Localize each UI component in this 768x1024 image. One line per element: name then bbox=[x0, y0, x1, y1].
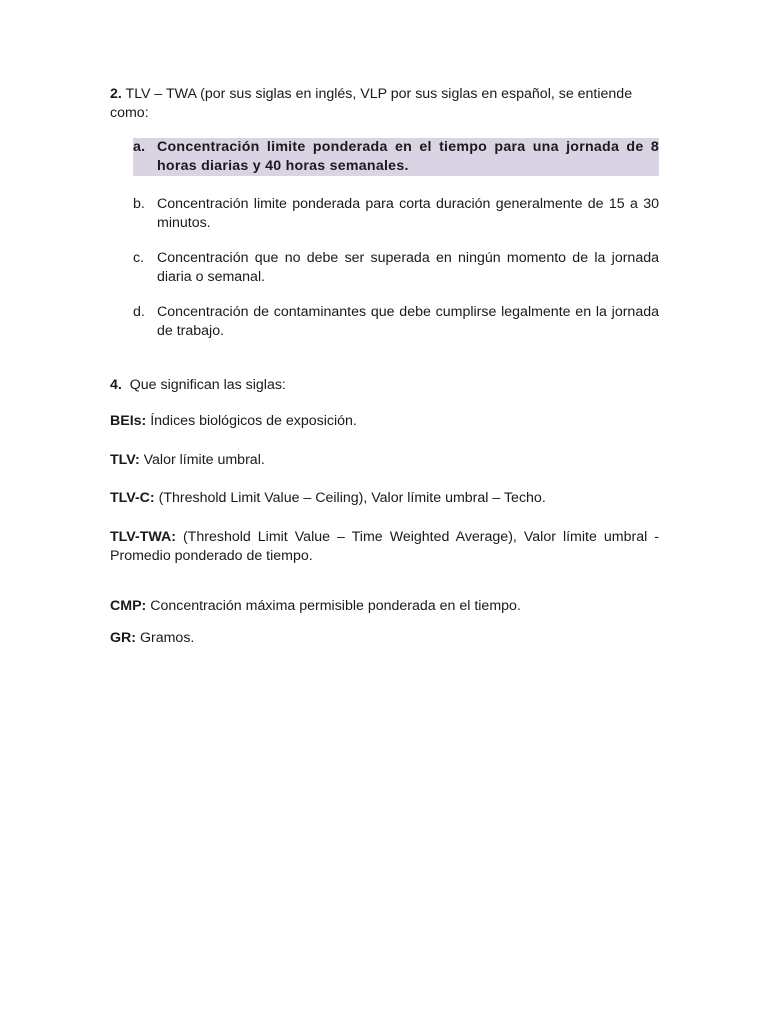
question-2-number: 2. bbox=[110, 86, 122, 102]
definition-text: Índices biológicos de exposición. bbox=[146, 413, 357, 429]
definition-term: CMP: bbox=[110, 598, 147, 614]
definition-tlv-twa bbox=[110, 528, 659, 566]
definition-tlv bbox=[110, 451, 659, 470]
definition-text: Valor límite umbral. bbox=[139, 452, 265, 468]
option-a-letter: a. bbox=[133, 139, 146, 155]
definition-text: Concentración máxima permisible ponderada en el tiempo. bbox=[146, 598, 521, 614]
option-d-letter: d. bbox=[133, 304, 145, 320]
definition-term: TLV-C: bbox=[110, 490, 155, 506]
question-2 bbox=[110, 85, 650, 123]
definition-gr bbox=[110, 629, 659, 648]
option-c-text: Concentración que no debe ser superada en ningún momento de la jornada diaria o semanal. bbox=[157, 250, 659, 285]
definition-term: GR: bbox=[110, 630, 137, 646]
definition-term: TLV-TWA: bbox=[110, 529, 176, 545]
definition-text: (Threshold Limit Value – Time Weighted Average), Valor límite umbral - Promedio ponderado de tiempo. bbox=[110, 529, 659, 564]
definition-term: BEIs: bbox=[110, 413, 147, 429]
option-b-letter: b. bbox=[133, 196, 145, 212]
option-a bbox=[133, 138, 659, 176]
definition-beis bbox=[110, 412, 659, 431]
option-c-letter: c. bbox=[133, 250, 145, 266]
definition-tlv-c bbox=[110, 489, 659, 508]
option-a-text: Concentración limite ponderada en el tiempo para una jornada de 8 horas diarias y 40 horas semanales. bbox=[157, 139, 659, 174]
definition-term: TLV: bbox=[110, 452, 140, 468]
option-b bbox=[110, 195, 659, 233]
definition-cmp bbox=[110, 597, 659, 616]
question-4-text: Que significan las siglas: bbox=[129, 377, 286, 393]
question-4-number: 4. bbox=[110, 377, 122, 393]
definition-text: (Threshold Limit Value – Ceiling), Valor límite umbral – Techo. bbox=[154, 490, 546, 506]
option-c bbox=[110, 249, 659, 287]
question-4 bbox=[110, 376, 286, 395]
option-d-text: Concentración de contaminantes que debe cumplirse legalmente en la jornada de trabajo. bbox=[157, 304, 659, 339]
question-2-text: TLV – TWA (por sus siglas en inglés, VLP por sus siglas en español, se entiende como: bbox=[110, 86, 633, 121]
option-d bbox=[110, 303, 659, 341]
definition-text: Gramos. bbox=[136, 630, 195, 646]
option-b-text: Concentración limite ponderada para corta duración generalmente de 15 a 30 minutos. bbox=[157, 196, 659, 231]
